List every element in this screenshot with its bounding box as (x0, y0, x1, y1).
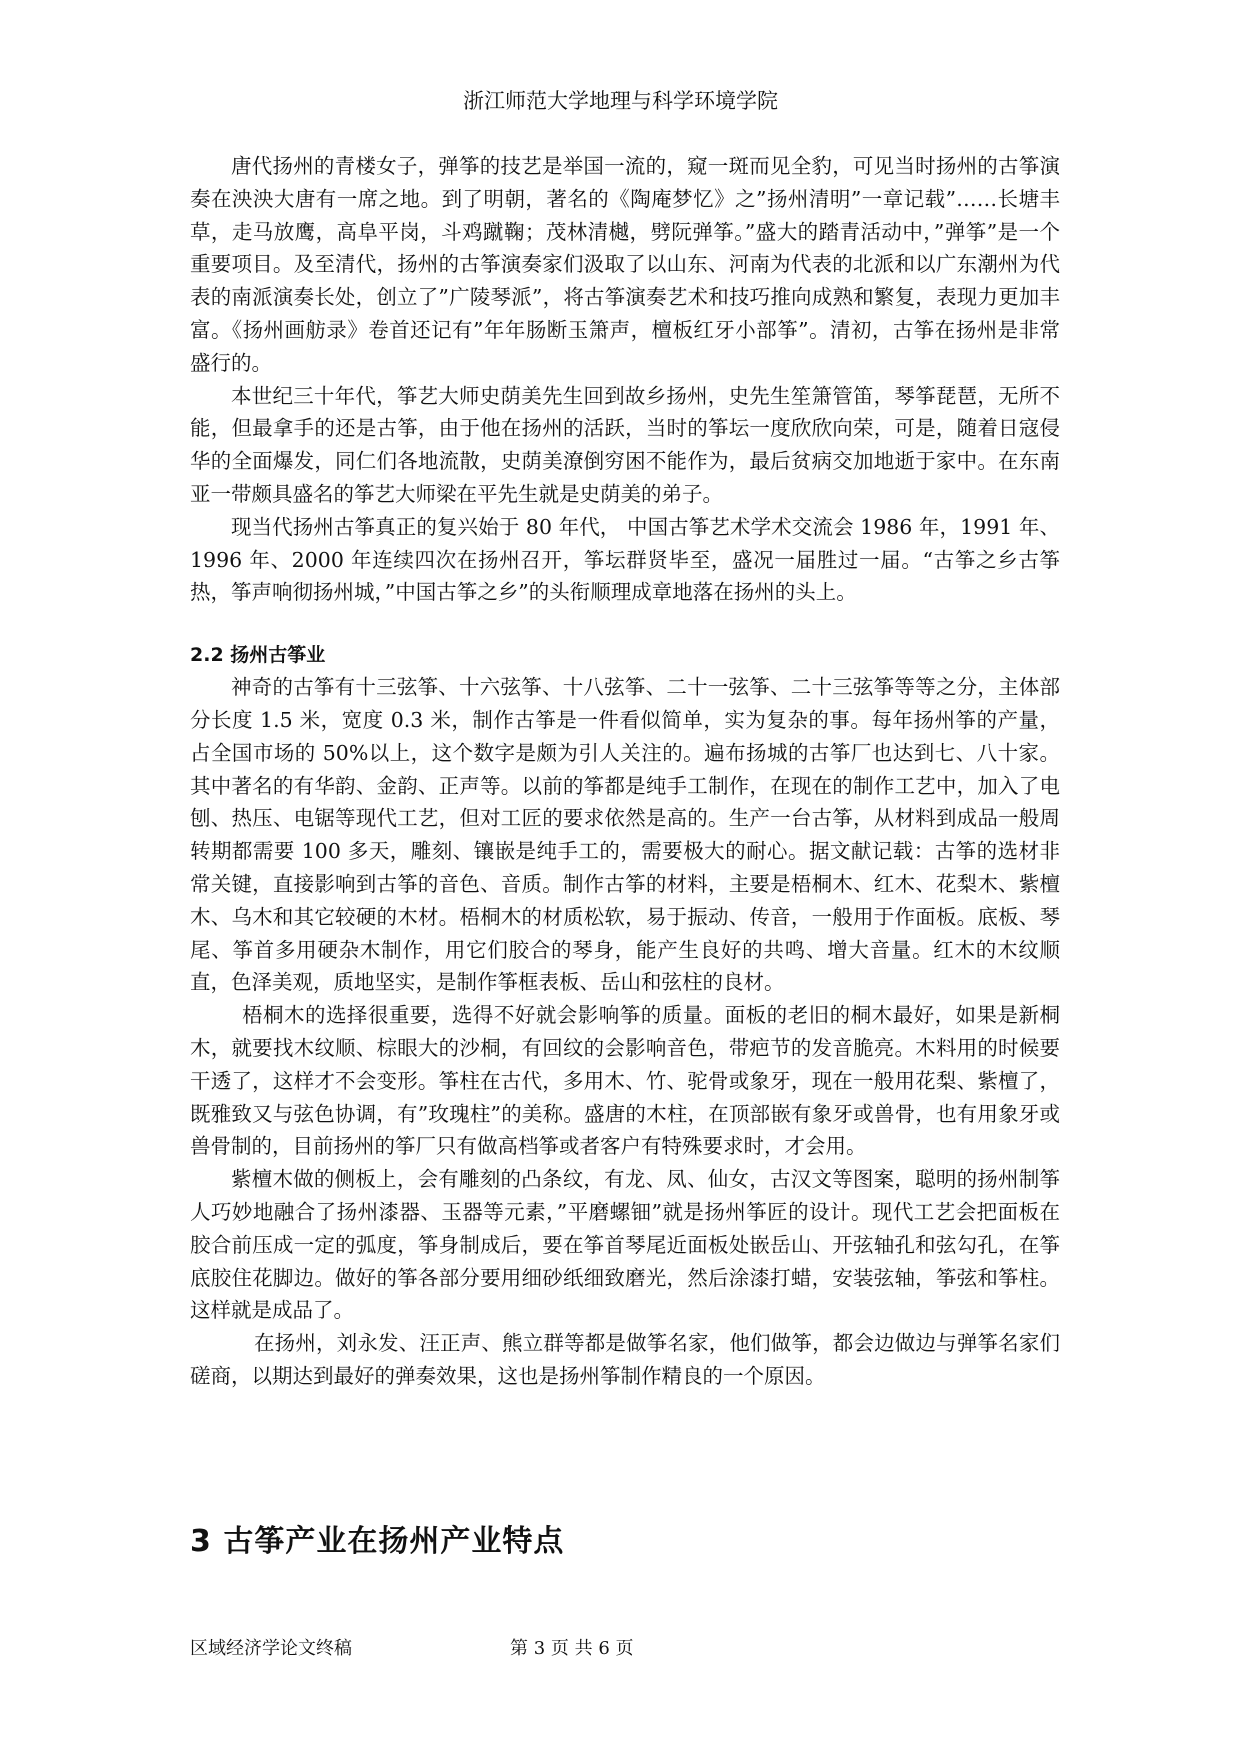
paragraph-master-makers: 在扬州，刘永发、汪正声、熊立群等都是做筝名家，他们做筝，都会边做边与弹筝名家们磋商，以期达到最好的弹奏效果，这也是扬州筝制作精良的一个原因。 (190, 1331, 1060, 1388)
paragraph-shi-yinmei: 本世纪三十年代，筝艺大师史荫美先生回到故乡扬州，史先生笙箫管笛，琴筝琵琶，无所不能，但最拿手的还是古筝，由于他在扬州的活跃，当时的筝坛一度欣欣向荣，可是，随着日寇侵华的全面爆发，同仁们各地流散，史荫美潦倒穷困不能作为，最后贫病交加地逝于家中。在东南亚一带颇具盛名的筝艺大师梁在平先生就是史荫美的弟子。 (190, 383, 1060, 506)
paragraph-modern-revival: 现当代扬州古筝真正的复兴始于 80 年代， 中国古筝艺术学术交流会 1986 年，1991 年、1996 年、2000 年连续四次在扬州召开，筝坛群贤毕至，盛况一届胜过一届。“古筝之乡古筝热，筝声响彻扬州城，”中国古筝之乡”的头衔顺理成章地落在扬州的头上。 (190, 514, 1060, 605)
footer-page-number: 第 3 页 共 6 页 (510, 1638, 634, 1659)
section-heading-3: 3 古筝产业在扬州产业特点 (190, 1524, 565, 1560)
document-body (190, 150, 1060, 1393)
paragraph-wutong-wood: 梧桐木的选择很重要，选得不好就会影响筝的质量。面板的老旧的桐木最好，如果是新桐木，就要找木纹顺、棕眼大的沙桐，有回纹的会影响音色，带疤节的发音脆亮。木料用的时候要干透了，这样才不会变形。筝柱在古代，多用木、竹、驼骨或象牙，现在一般用花梨、紫檀了，既雅致又与弦色协调，有”玫瑰柱”的美称。盛唐的木柱，在顶部嵌有象牙或兽骨，也有用象牙或兽骨制的，目前扬州的筝厂只有做高档筝或者客户有特殊要求时，才会用。 (190, 1003, 1060, 1159)
section-heading-2-2: 2.2 扬州古筝业 (190, 644, 326, 667)
paragraph-guzheng-industry: 神奇的古筝有十三弦筝、十六弦筝、十八弦筝、二十一弦筝、二十三弦筝等等之分，主体部分长度 1.5 米，宽度 0.3 米，制作古筝是一件看似简单，实为复杂的事。每年扬州筝的产量，占全国市场的 50%以上，这个数字是颇为引人关注的。遍布扬城的古筝厂也达到七、八十家。其中著名的有华韵、金韵、正声等。以前的筝都是纯手工制作，在现在的制作工艺中，加入了电刨、热压、电锯等现代工艺，但对工匠的要求依然是高的。生产一台古筝，从材料到成品一般周转期都需要 100 多天，雕刻、镶嵌是纯手工的，需要极大的耐心。据文献记载：古筝的选材非常关键，直接影响到古筝的音色、音质。制作古筝的材料，主要是梧桐木、红木、花梨木、紫檀木、乌木和其它较硬的木材。梧桐木的材质松软，易于振动、传音，一般用于作面板。底板、琴尾、筝首多用硬杂木制作，用它们胶合的琴身，能产生良好的共鸣、增大音量。红木的木纹顺直，色泽美观，质地坚实，是制作筝框表板、岳山和弦柱的良材。 (190, 675, 1060, 995)
page-header-title: 浙江师范大学地理与科学环境学院 (463, 89, 778, 113)
footer-document-title: 区域经济学论文终稿 (190, 1638, 352, 1659)
paragraph-tang-dynasty: 唐代扬州的青楼女子，弹筝的技艺是举国一流的，窥一斑而见全豹，可见当时扬州的古筝演奏在泱泱大唐有一席之地。到了明朝，著名的《陶庵梦忆》之”扬州清明”一章记载”……长塘丰草，走马放鹰，高阜平岗，斗鸡蹴鞠；茂林清樾，劈阮弹筝。”盛大的踏青活动中，”弹筝”是一个重要项目。及至清代，扬州的古筝演奏家们汲取了以山东、河南为代表的北派和以广东潮州为代表的南派演奏长处，创立了”广陵琴派”，将古筝演奏艺术和技巧推向成熟和繁复，表现力更加丰富。《扬州画舫录》卷首还记有”年年肠断玉箫声，檀板红牙小部筝”。清初，古筝在扬州是非常盛行的。 (190, 154, 1060, 375)
paragraph-rosewood-panels: 紫檀木做的侧板上，会有雕刻的凸条纹，有龙、凤、仙女，古汉文等图案，聪明的扬州制筝人巧妙地融合了扬州漆器、玉器等元素，”平磨螺钿”就是扬州筝匠的设计。现代工艺会把面板在胶合前压成一定的弧度，筝身制成后，要在筝首琴尾近面板处嵌岳山、开弦轴孔和弦勾孔，在筝底胶住花脚边。做好的筝各部分要用细砂纸细致磨光，然后涂漆打蜡，安装弦轴，筝弦和筝柱。这样就是成品了。 (190, 1167, 1060, 1323)
